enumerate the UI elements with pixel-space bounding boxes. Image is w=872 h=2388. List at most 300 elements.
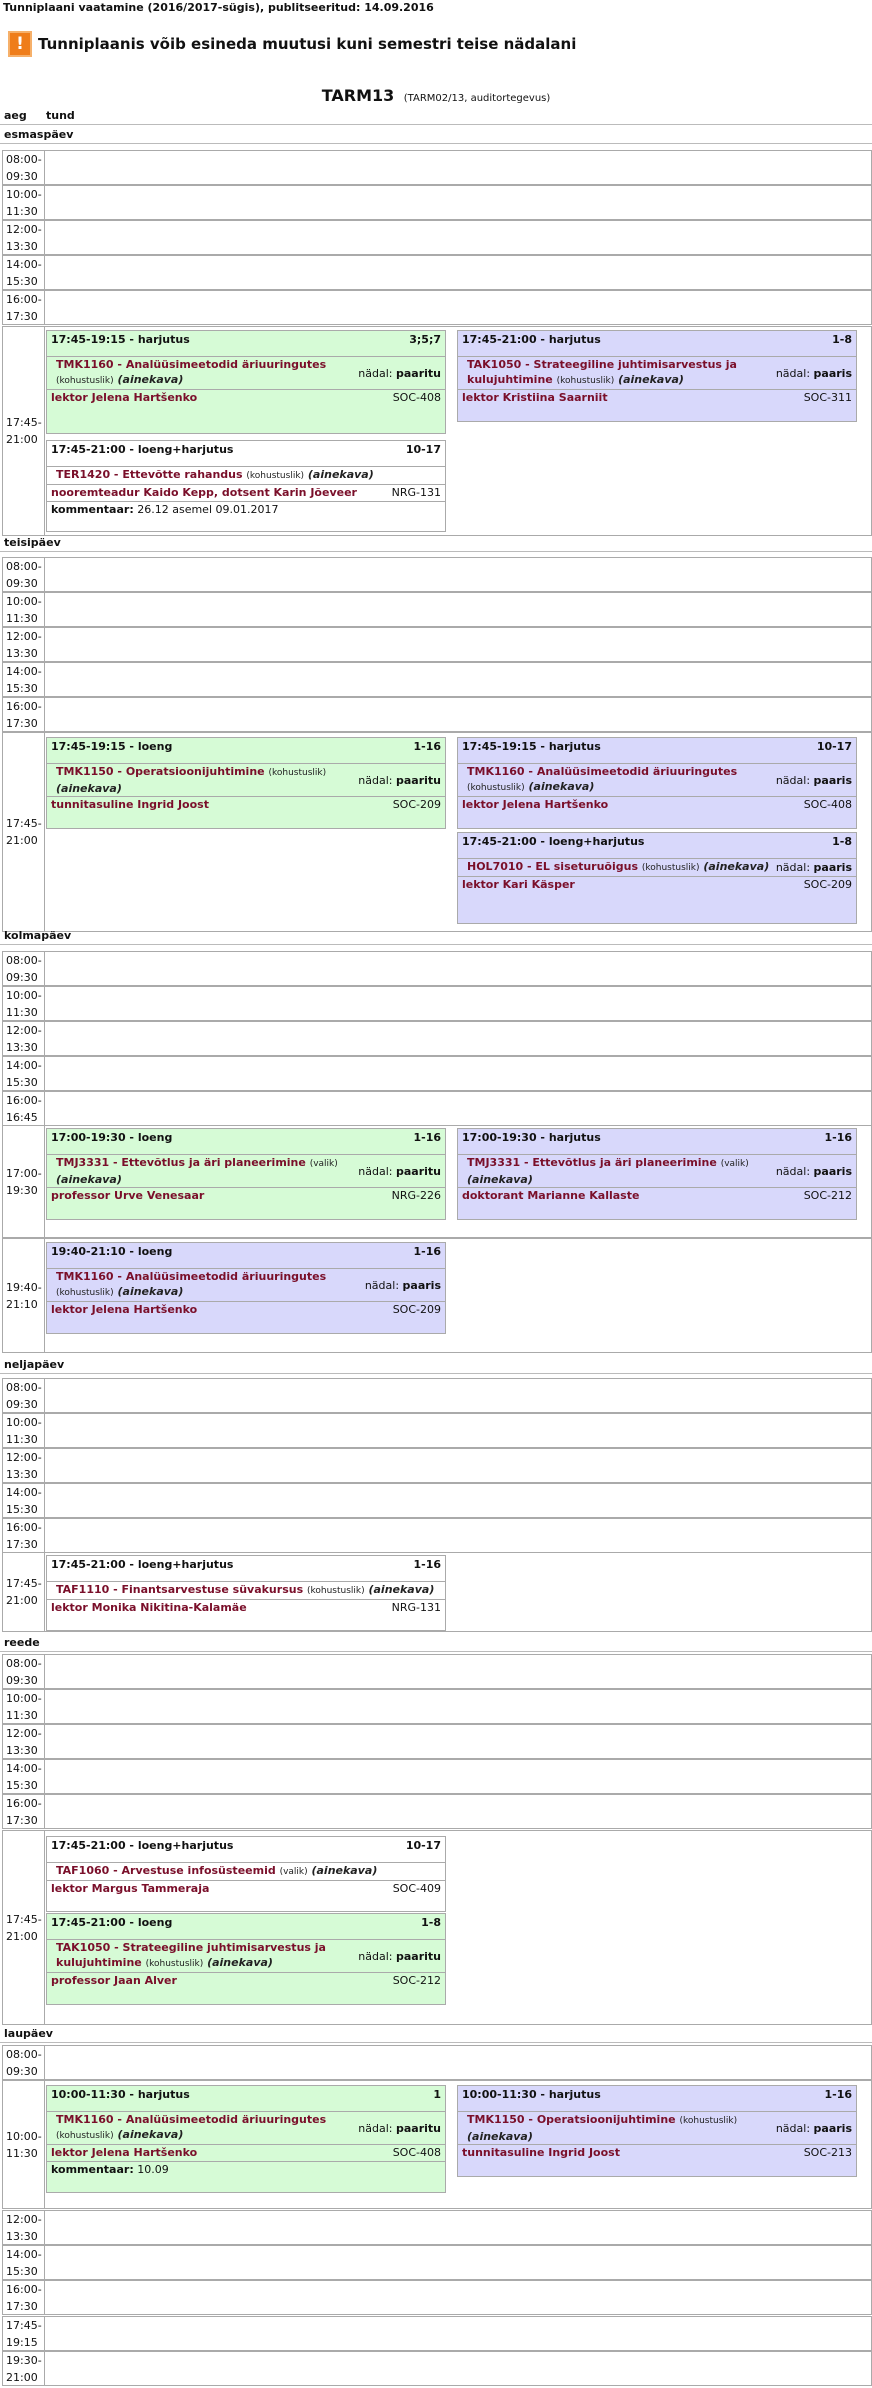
comment-label: kommentaar: (51, 503, 134, 516)
syllabus-link[interactable]: (ainekava) (311, 1864, 378, 1877)
time-row (2, 1091, 872, 1126)
time-row (2, 592, 872, 627)
event-weeks: 1-16 (824, 2088, 852, 2101)
day-divider (0, 551, 872, 552)
spacer (47, 755, 445, 763)
week-parity-value: paaritu (395, 2121, 441, 2135)
time-slot-label: 16:00- 17:30 (3, 2281, 45, 2314)
time-slot-label: 12:00- 13:30 (3, 1725, 45, 1758)
time-slot-label: 14:00- 15:30 (3, 1057, 45, 1090)
time-slot-label: 16:00- 17:30 (3, 1795, 45, 1828)
event-time-type: 19:40-21:10 - loeng (51, 1245, 173, 1258)
time-slot-label: 08:00- 09:30 (3, 1379, 45, 1412)
week-label: nädal: (364, 1278, 400, 1292)
syllabus-link[interactable]: (ainekava) (528, 780, 595, 793)
course-requirement: (kohustuslik) (679, 2116, 738, 2126)
time-slot-label: 17:45- 19:15 (3, 2317, 45, 2350)
course-row (458, 356, 856, 390)
lecturer-name[interactable]: lektor Jelena Hartšenko (51, 1303, 198, 1316)
time-slot-label: 10:00- 11:30 (3, 2081, 45, 2208)
week-parity-value: paaris (813, 861, 852, 874)
syllabus-link[interactable]: (ainekava) (467, 1173, 533, 1186)
time-slot-label: 12:00- 13:30 (3, 628, 45, 661)
event-header (47, 738, 445, 755)
course-row (47, 1268, 445, 1302)
time-row (2, 1794, 872, 1829)
time-row (2, 986, 872, 1021)
time-row (2, 662, 872, 697)
spacer (458, 2103, 856, 2111)
lecturer-name[interactable]: tunnitasuline Ingrid Joost (462, 2146, 620, 2159)
time-row (2, 2210, 872, 2245)
class-event-card[interactable] (46, 1913, 446, 2005)
header-divider (0, 124, 872, 125)
class-event-card[interactable] (46, 2085, 446, 2193)
time-slot-label: 17:00- 19:30 (3, 1126, 45, 1237)
lecturer-name[interactable]: nooremteadur Kaido Kepp, dotsent Karin Jõeveer (51, 486, 357, 499)
time-row (2, 697, 872, 732)
time-row (2, 1056, 872, 1091)
room-code[interactable]: SOC-408 (392, 2146, 441, 2159)
group-title (0, 86, 872, 105)
course-link[interactable]: TMK1160 - Analüüsimeetodid äriuuringutes (56, 358, 327, 371)
syllabus-link[interactable]: (ainekava) (618, 373, 684, 386)
week-parity (776, 367, 852, 380)
room-code[interactable]: SOC-408 (803, 798, 852, 811)
event-header (458, 833, 856, 850)
class-event-card[interactable] (457, 330, 857, 422)
event-time-type: 17:45-21:00 - loeng+harjutus (51, 1558, 234, 1571)
room-code[interactable]: NRG-131 (391, 1601, 441, 1614)
event-header (47, 1914, 445, 1931)
lecturer-name[interactable]: doktorant Marianne Kallaste (462, 1189, 640, 1202)
week-label: nädal: (775, 773, 811, 787)
course-info (56, 1269, 365, 1301)
event-header (47, 1243, 445, 1260)
syllabus-link[interactable]: (ainekava) (117, 1285, 184, 1298)
course-link[interactable]: TAK1050 - Strateegiline juhtimisarvestus ja kulujuhtimine (56, 1941, 326, 1969)
time-slot-label: 16:00- 17:30 (3, 698, 45, 731)
day-divider (0, 1373, 872, 1374)
event-header (458, 1129, 856, 1146)
course-requirement: (valik) (279, 1867, 308, 1877)
time-slot-label: 17:45- 21:00 (3, 1553, 45, 1631)
time-row (2, 1759, 872, 1794)
course-info (56, 1155, 358, 1187)
course-row (47, 356, 445, 390)
event-weeks: 1-16 (413, 1245, 441, 1258)
syllabus-link[interactable]: (ainekava) (368, 1583, 435, 1596)
course-requirement: (valik) (720, 1159, 749, 1169)
time-row (2, 2045, 872, 2080)
course-info (56, 2112, 358, 2144)
time-row (2, 2280, 872, 2315)
time-row (2, 557, 872, 592)
course-requirement: (kohustuslik) (268, 768, 327, 778)
syllabus-link[interactable]: (ainekava) (703, 860, 770, 873)
week-parity-value: paaris (402, 1278, 441, 1292)
time-row (2, 2316, 872, 2351)
course-link[interactable]: TAK1050 - Strateegiline juhtimisarvestus ja kulujuhtimine (467, 358, 737, 386)
lecturer-name[interactable]: lektor Jelena Hartšenko (462, 798, 609, 811)
syllabus-link[interactable]: (ainekava) (207, 1956, 273, 1969)
spacer (458, 850, 856, 858)
week-parity-value: paaritu (395, 773, 441, 787)
spacer (47, 1146, 445, 1154)
lecturer-name[interactable]: professor Urve Venesaar (51, 1189, 205, 1202)
event-header (458, 738, 856, 755)
week-parity (776, 861, 852, 874)
syllabus-link[interactable]: (ainekava) (117, 2128, 184, 2141)
lecturer-name[interactable]: lektor Kari Käsper (462, 878, 575, 891)
course-requirement: (kohustuslik) (306, 1586, 365, 1596)
course-info (56, 1582, 434, 1599)
course-requirement: (kohustuslik) (556, 376, 615, 386)
event-header (458, 331, 856, 348)
lecturer-row (458, 390, 856, 406)
time-slot-label: 14:00- 15:30 (3, 1484, 45, 1517)
class-event-card[interactable] (46, 1836, 446, 1912)
week-label: nädal: (775, 2121, 811, 2135)
day-divider (0, 143, 872, 144)
week-label: nädal: (358, 1164, 393, 1178)
lecturer-row (47, 1881, 445, 1897)
event-header (458, 2086, 856, 2103)
course-info (56, 1863, 377, 1880)
syllabus-link[interactable]: (ainekava) (56, 1173, 122, 1186)
room-code[interactable]: SOC-212 (803, 1189, 852, 1202)
course-row (458, 1154, 856, 1188)
lecturer-name[interactable]: lektor Monika Nikitina-Kalamäe (51, 1601, 247, 1614)
event-weeks: 10-17 (405, 443, 441, 456)
course-row (47, 1581, 445, 1600)
week-label: nädal: (358, 2121, 393, 2135)
room-code[interactable]: SOC-209 (392, 798, 441, 811)
time-slot-label: 10:00- 11:30 (3, 593, 45, 626)
lecturer-name[interactable]: tunnitasuline Ingrid Joost (51, 798, 209, 811)
lecturer-row (47, 2145, 445, 2161)
comment-text: 26.12 asemel 09.01.2017 (137, 503, 279, 516)
lecturer-row (47, 1188, 445, 1204)
time-row (2, 2245, 872, 2280)
room-code[interactable]: NRG-226 (391, 1189, 441, 1202)
week-parity (358, 367, 441, 380)
lecturer-name[interactable]: lektor Margus Tammeraja (51, 1882, 210, 1895)
class-event-card[interactable] (457, 2085, 857, 2177)
time-slot-label: 17:45- 21:00 (3, 733, 45, 931)
time-slot-label: 17:45- 21:00 (3, 327, 45, 535)
course-link[interactable]: TAF1060 - Arvestuse infosüsteemid (56, 1864, 276, 1877)
event-time-type: 17:45-21:00 - loeng+harjutus (462, 835, 645, 848)
course-info (56, 467, 374, 484)
comment-text: 10.09 (137, 2163, 169, 2176)
lecturer-name[interactable]: lektor Jelena Hartšenko (51, 391, 198, 404)
course-info (467, 1155, 776, 1187)
event-time-type: 17:45-21:00 - loeng+harjutus (51, 443, 234, 456)
spacer (47, 348, 445, 356)
event-header (47, 1129, 445, 1146)
course-link[interactable]: TAF1110 - Finantsarvestuse süvakursus (56, 1583, 304, 1596)
course-requirement: (valik) (309, 1159, 338, 1169)
time-slot-label: 10:00- 11:30 (3, 1690, 45, 1723)
course-requirement: (kohustuslik) (56, 1288, 114, 1298)
time-slot-label: 19:40- 21:10 (3, 1239, 45, 1352)
time-slot-label: 10:00- 11:30 (3, 987, 45, 1020)
course-requirement: (kohustuslik) (467, 783, 525, 793)
lecturer-name[interactable]: lektor Jelena Hartšenko (51, 2146, 198, 2159)
week-parity (358, 2122, 441, 2135)
time-slot-label: 19:30- 21:00 (3, 2352, 45, 2385)
time-slot-label: 14:00- 15:30 (3, 1760, 45, 1793)
group-code: TARM13 (321, 86, 395, 105)
lecturer-row (47, 1973, 445, 1989)
day-header: teisipäev (4, 536, 61, 549)
week-parity (776, 2122, 852, 2135)
time-slot-label: 16:00- 17:30 (3, 1519, 45, 1552)
time-row (2, 1413, 872, 1448)
event-weeks: 1-16 (824, 1131, 852, 1144)
event-comment (47, 501, 445, 517)
event-weeks: 1-16 (413, 1131, 441, 1144)
time-row (2, 1724, 872, 1759)
day-divider (0, 2042, 872, 2043)
course-link[interactable]: TMJ3331 - Ettevõtlus ja äri planeerimine (56, 1156, 306, 1169)
week-label: nädal: (775, 861, 811, 874)
room-code[interactable]: SOC-209 (392, 1303, 441, 1316)
course-info (467, 2112, 776, 2144)
time-slot-label: 08:00- 09:30 (3, 1655, 45, 1688)
course-info (467, 357, 776, 389)
time-slot-label: 16:00- 16:45 (3, 1092, 45, 1125)
week-parity (776, 1165, 852, 1178)
warning-icon: ! (8, 31, 32, 57)
room-code[interactable]: SOC-311 (803, 391, 852, 404)
class-event-card[interactable] (46, 1128, 446, 1220)
time-row (2, 150, 872, 185)
lecturer-row (47, 1302, 445, 1318)
class-event-card[interactable] (46, 1242, 446, 1334)
spacer (458, 348, 856, 356)
time-slot-label: 10:00- 11:30 (3, 186, 45, 219)
lecturer-row (458, 1188, 856, 1204)
time-slot-label: 08:00- 09:30 (3, 952, 45, 985)
event-time-type: 17:45-21:00 - loeng+harjutus (51, 1839, 234, 1852)
event-time-type: 17:00-19:30 - harjutus (462, 1131, 601, 1144)
event-time-type: 17:45-21:00 - harjutus (462, 333, 601, 346)
event-header (47, 1837, 445, 1854)
lecturer-name[interactable]: lektor Kristiina Saarniit (462, 391, 608, 404)
class-event-card[interactable] (457, 737, 857, 829)
course-link[interactable]: TER1420 - Ettevõtte rahandus (56, 468, 243, 481)
class-event-card[interactable] (457, 1128, 857, 1220)
event-time-type: 17:45-21:00 - loeng (51, 1916, 173, 1929)
course-link[interactable]: TMK1160 - Analüüsimeetodid äriuuringutes (467, 765, 738, 778)
time-row (2, 1654, 872, 1689)
time-row (2, 255, 872, 290)
week-parity-value: paaris (813, 366, 852, 380)
room-code[interactable]: SOC-213 (803, 2146, 852, 2159)
course-info (56, 1940, 358, 1972)
course-info (467, 859, 769, 876)
course-link[interactable]: TMJ3331 - Ettevõtlus ja äri planeerimine (467, 1156, 717, 1169)
time-slot-label: 14:00- 15:30 (3, 2246, 45, 2279)
time-slot-label: 12:00- 13:30 (3, 221, 45, 254)
time-slot-label: 14:00- 15:30 (3, 663, 45, 696)
spacer (458, 755, 856, 763)
lecturer-name[interactable]: professor Jaan Alver (51, 1974, 177, 1987)
event-weeks: 1-8 (832, 333, 852, 346)
course-link[interactable]: TMK1150 - Operatsioonijuhtimine (467, 2113, 676, 2126)
course-row (47, 1939, 445, 1973)
event-weeks: 1-8 (421, 1916, 441, 1929)
spacer (47, 458, 445, 466)
time-slot-label: 08:00- 09:30 (3, 558, 45, 591)
week-parity-value: paaris (813, 2121, 852, 2135)
column-header-time: aeg (4, 109, 27, 122)
week-label: nädal: (775, 1164, 811, 1178)
spacer (47, 1260, 445, 1268)
event-header (47, 331, 445, 348)
day-header: reede (4, 1636, 40, 1649)
event-comment (47, 2161, 445, 2177)
class-event-card[interactable] (46, 1555, 446, 1631)
time-row (2, 951, 872, 986)
event-time-type: 17:45-19:15 - loeng (51, 740, 173, 753)
warning-text: Tunniplaanis võib esineda muutusi kuni semestri teise nädalani (38, 35, 577, 53)
course-row (458, 2111, 856, 2145)
spacer (47, 2103, 445, 2111)
time-row (2, 185, 872, 220)
time-slot-label: 08:00- 09:30 (3, 151, 45, 184)
course-link[interactable]: HOL7010 - EL siseturuõigus (467, 860, 639, 873)
spacer (47, 1573, 445, 1581)
course-requirement: (kohustuslik) (56, 2131, 114, 2141)
time-slot-label: 10:00- 11:30 (3, 1414, 45, 1447)
time-row (2, 290, 872, 325)
week-parity (776, 774, 852, 787)
event-time-type: 10:00-11:30 - harjutus (51, 2088, 190, 2101)
week-parity-value: paaris (813, 773, 852, 787)
event-time-type: 17:00-19:30 - loeng (51, 1131, 173, 1144)
day-divider (0, 944, 872, 945)
syllabus-link[interactable]: (ainekava) (117, 373, 184, 386)
spacer (47, 1931, 445, 1939)
time-slot-label: 16:00- 17:30 (3, 291, 45, 324)
time-slot-label: 12:00- 13:30 (3, 1449, 45, 1482)
week-parity (365, 1279, 441, 1292)
day-divider (0, 1651, 872, 1652)
course-link[interactable]: TMK1160 - Analüüsimeetodid äriuuringutes (56, 2113, 327, 2126)
warning-banner (8, 30, 576, 58)
lecturer-row (47, 390, 445, 406)
week-label: nädal: (358, 773, 393, 787)
spacer (47, 1854, 445, 1862)
week-label: nädal: (358, 1949, 393, 1963)
time-row (2, 1448, 872, 1483)
syllabus-link[interactable]: (ainekava) (307, 468, 374, 481)
event-weeks: 1-16 (413, 1558, 441, 1571)
course-link[interactable]: TMK1160 - Analüüsimeetodid äriuuringutes (56, 1270, 327, 1283)
course-row (458, 858, 856, 877)
event-header (47, 441, 445, 458)
event-time-type: 17:45-19:15 - harjutus (51, 333, 190, 346)
week-parity (358, 774, 441, 787)
course-requirement: (kohustuslik) (145, 1959, 204, 1969)
time-row (2, 1021, 872, 1056)
course-requirement: (kohustuslik) (56, 376, 114, 386)
event-time-type: 17:45-19:15 - harjutus (462, 740, 601, 753)
week-parity-value: paaris (813, 1164, 852, 1178)
group-subtitle: (TARM02/13, auditortegevus) (403, 93, 551, 104)
event-header (47, 1556, 445, 1573)
class-event-card[interactable] (46, 330, 446, 434)
course-row (47, 1862, 445, 1881)
course-row (458, 763, 856, 797)
time-row (2, 220, 872, 255)
course-link[interactable]: TMK1150 - Operatsioonijuhtimine (56, 765, 265, 778)
class-event-card[interactable] (46, 737, 446, 829)
page-header-line: Tunniplaani vaatamine (2016/2017-sügis), publitseeritud: 14.09.2016 (3, 1, 434, 14)
event-weeks: 1 (433, 2088, 441, 2101)
week-parity-value: paaritu (395, 1949, 441, 1963)
lecturer-row (458, 877, 856, 893)
lecturer-row (47, 797, 445, 813)
room-code[interactable]: NRG-131 (391, 486, 441, 499)
class-event-card[interactable] (457, 832, 857, 924)
week-parity (358, 1165, 441, 1178)
comment-label: kommentaar: (51, 2163, 134, 2176)
lecturer-row (47, 1600, 445, 1616)
syllabus-link[interactable]: (ainekava) (467, 2130, 533, 2143)
course-info (467, 764, 776, 796)
time-row (2, 1378, 872, 1413)
week-label: nädal: (358, 366, 393, 380)
day-header: neljapäev (4, 1358, 65, 1371)
event-header (47, 2086, 445, 2103)
spacer (458, 1146, 856, 1154)
week-parity-value: paaritu (395, 366, 441, 380)
event-weeks: 1-16 (413, 740, 441, 753)
time-row (2, 1689, 872, 1724)
time-row (2, 1518, 872, 1553)
room-code[interactable]: SOC-212 (392, 1974, 441, 1987)
course-info (56, 357, 358, 389)
time-slot-label: 12:00- 13:30 (3, 1022, 45, 1055)
time-row (2, 2351, 872, 2386)
day-header: laupäev (4, 2027, 53, 2040)
room-code[interactable]: SOC-409 (392, 1882, 441, 1895)
room-code[interactable]: SOC-408 (392, 391, 441, 404)
time-slot-label: 08:00- 09:30 (3, 2046, 45, 2079)
lecturer-row (458, 2145, 856, 2161)
syllabus-link[interactable]: (ainekava) (56, 782, 122, 795)
class-event-card[interactable] (46, 440, 446, 532)
course-row (47, 1154, 445, 1188)
time-slot-label: 14:00- 15:30 (3, 256, 45, 289)
event-weeks: 3;5;7 (409, 333, 441, 346)
time-row (2, 627, 872, 662)
event-weeks: 10-17 (405, 1839, 441, 1852)
lecturer-row (458, 797, 856, 813)
week-label: nädal: (775, 366, 811, 380)
day-header: kolmapäev (4, 929, 72, 942)
room-code[interactable]: SOC-209 (803, 878, 852, 891)
day-header: esmaspäev (4, 128, 74, 141)
event-weeks: 1-8 (832, 835, 852, 848)
course-row (47, 763, 445, 797)
course-row (47, 466, 445, 485)
column-header-class: tund (46, 109, 75, 122)
